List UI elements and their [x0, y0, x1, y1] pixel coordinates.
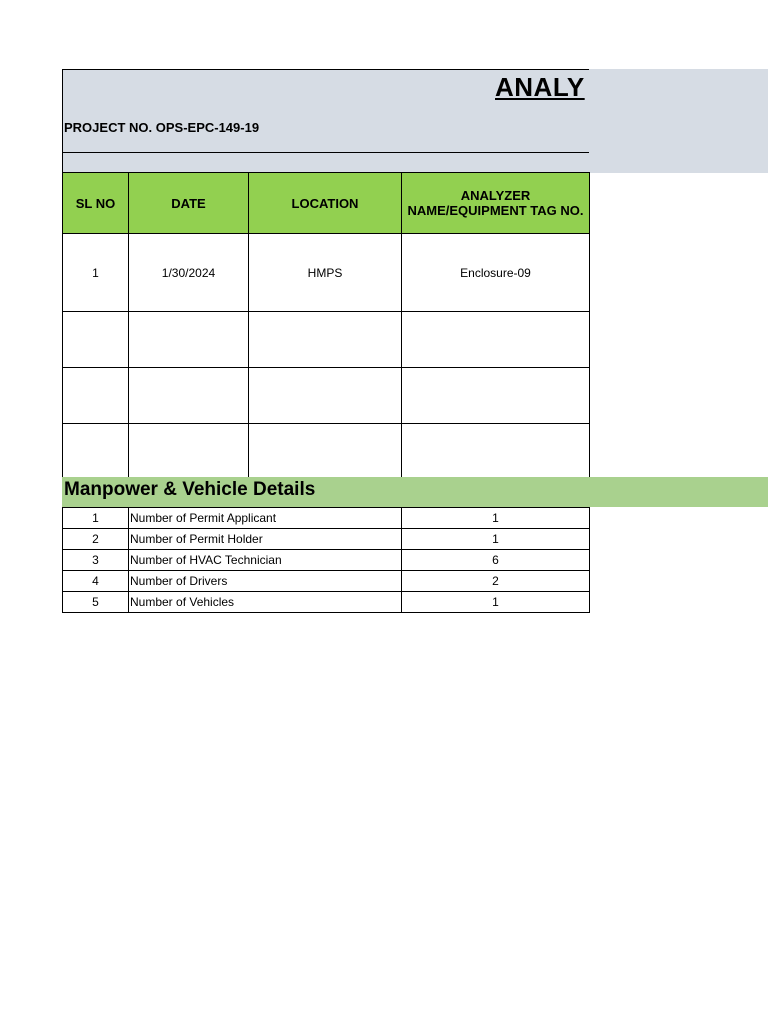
item-label[interactable]: Number of Drivers: [129, 571, 402, 592]
item-number[interactable]: 5: [63, 592, 129, 613]
item-count[interactable]: 6: [402, 550, 590, 571]
item-number[interactable]: 2: [63, 529, 129, 550]
project-number: PROJECT NO. OPS-EPC-149-19: [64, 120, 260, 135]
section-title: Manpower & Vehicle Details: [64, 479, 316, 500]
cell-sl-no[interactable]: [63, 368, 129, 424]
cell-date[interactable]: [129, 312, 249, 368]
item-label[interactable]: Number of Permit Applicant: [129, 508, 402, 529]
title-clip: [63, 70, 589, 110]
document-title: ANALY: [495, 72, 585, 102]
column-header-analyzer: ANALYZER NAME/EQUIPMENT TAG NO.: [402, 173, 590, 234]
item-count[interactable]: 1: [402, 592, 590, 613]
manpower-section-band: [62, 477, 768, 507]
item-label[interactable]: Number of Permit Holder: [129, 529, 402, 550]
column-header-date: DATE: [129, 173, 249, 234]
item-count[interactable]: 1: [402, 529, 590, 550]
cell-analyzer[interactable]: [402, 368, 590, 424]
cell-analyzer[interactable]: Enclosure-09: [402, 234, 590, 312]
cell-location[interactable]: HMPS: [249, 234, 402, 312]
cell-location[interactable]: [249, 312, 402, 368]
column-header-location: LOCATION: [249, 173, 402, 234]
list-item: [63, 550, 590, 571]
table-row: [63, 234, 590, 312]
cell-date[interactable]: [129, 424, 249, 480]
item-number[interactable]: 3: [63, 550, 129, 571]
item-number[interactable]: 1: [63, 508, 129, 529]
table-row: [63, 368, 590, 424]
manpower-table: [62, 507, 590, 613]
item-count[interactable]: 2: [402, 571, 590, 592]
list-item: [63, 529, 590, 550]
list-item: [63, 508, 590, 529]
cell-sl-no[interactable]: 1: [63, 234, 129, 312]
cell-analyzer[interactable]: [402, 312, 590, 368]
list-item: [63, 571, 590, 592]
column-header-sl-no: SL NO: [63, 173, 129, 234]
cell-sl-no[interactable]: [63, 312, 129, 368]
list-item: [63, 592, 590, 613]
cell-location[interactable]: [249, 424, 402, 480]
item-label[interactable]: Number of Vehicles: [129, 592, 402, 613]
header-divider: [62, 152, 589, 153]
cell-date[interactable]: 1/30/2024: [129, 234, 249, 312]
table-row: [63, 312, 590, 368]
item-count[interactable]: 1: [402, 508, 590, 529]
cell-date[interactable]: [129, 368, 249, 424]
item-label[interactable]: Number of HVAC Technician: [129, 550, 402, 571]
analyzer-table: [62, 172, 590, 480]
table-row: [63, 424, 590, 480]
cell-sl-no[interactable]: [63, 424, 129, 480]
cell-location[interactable]: [249, 368, 402, 424]
item-number[interactable]: 4: [63, 571, 129, 592]
table-header-row: [63, 173, 590, 234]
cell-analyzer[interactable]: [402, 424, 590, 480]
